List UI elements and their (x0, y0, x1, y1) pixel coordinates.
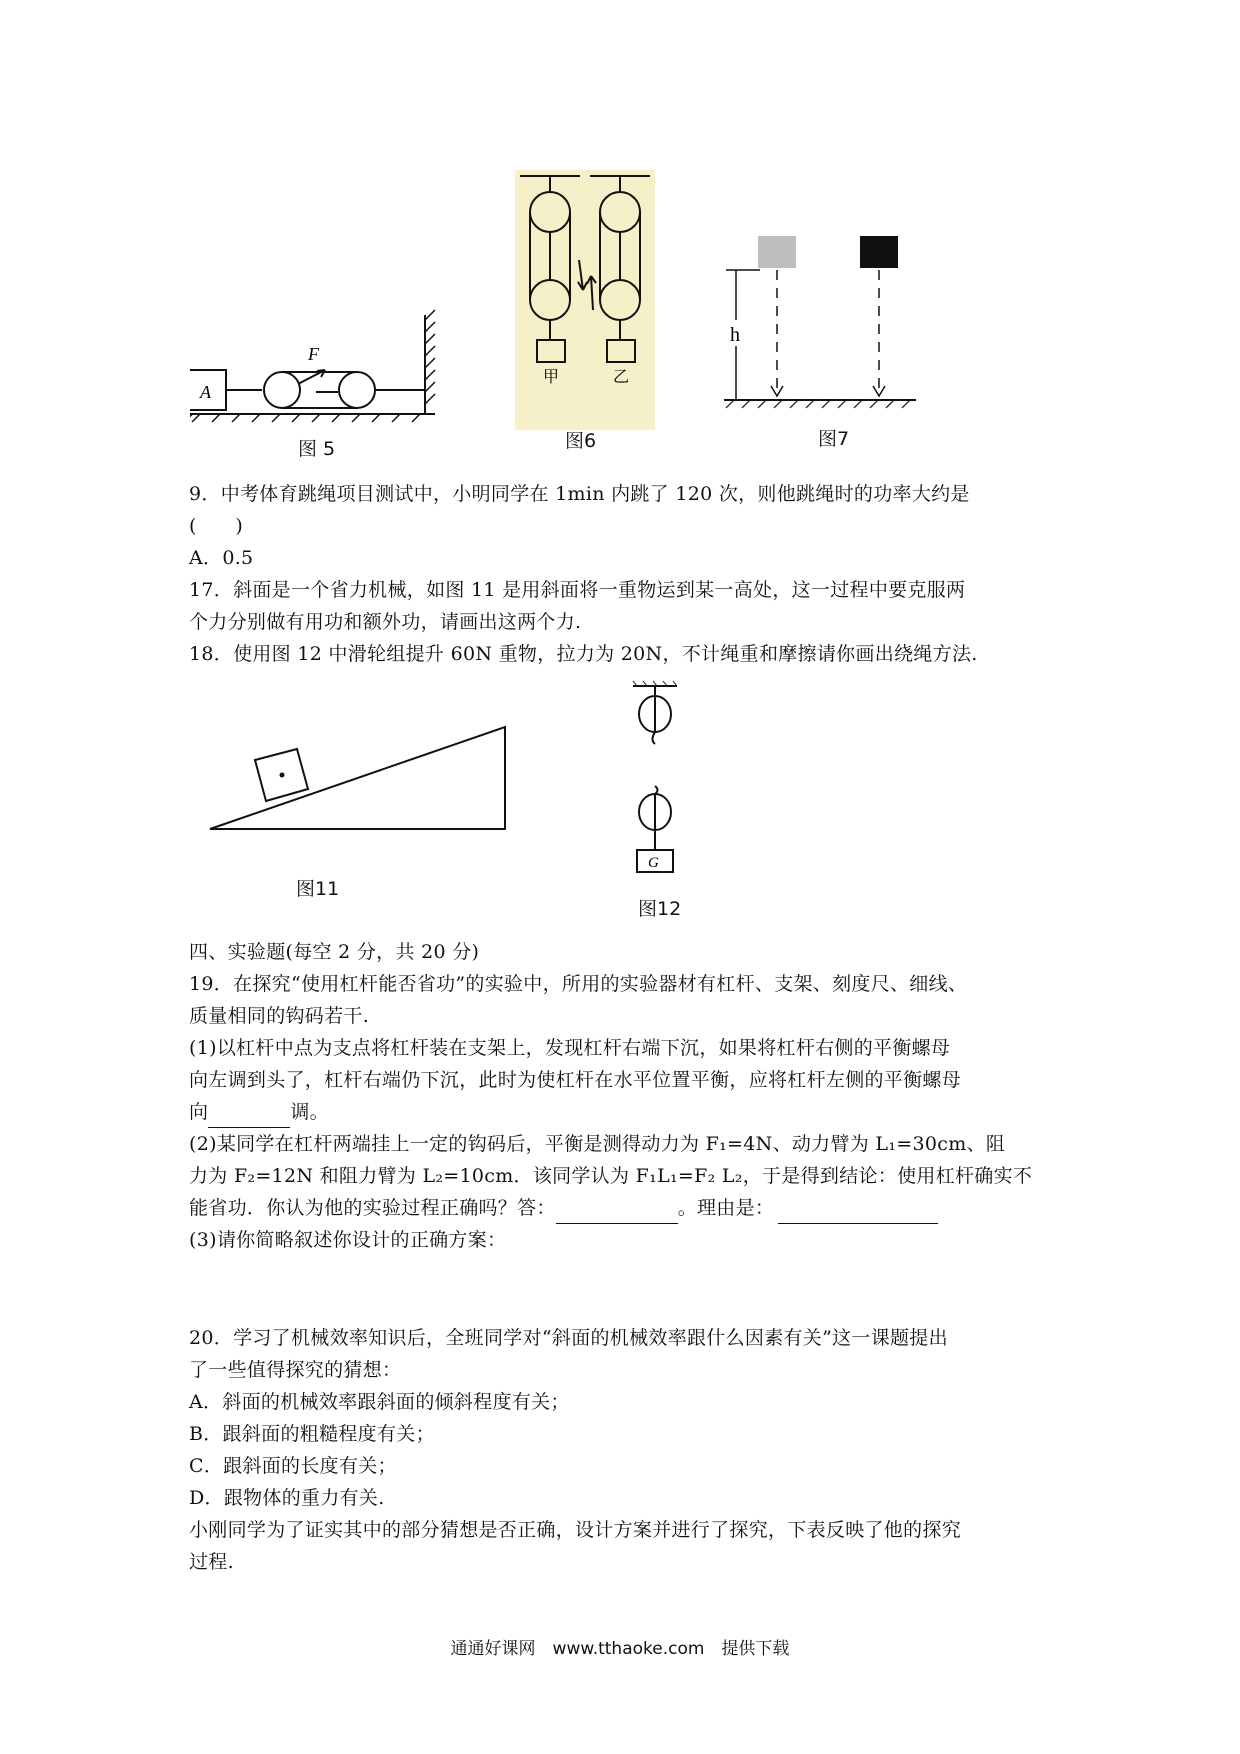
label-yi: 乙 (613, 367, 630, 386)
q9-line1: 9．中考体育跳绳项目测试中，小明同学在 1min 内跳了 120 次，则他跳绳时的功率大约是 (189, 483, 970, 505)
answer-blank-correct[interactable] (556, 1203, 678, 1224)
figure-7 (720, 230, 920, 420)
q19-p1-line2: 向左调到头了，杠杆右端仍下沉，此时为使杠杆在水平位置平衡，应将杠杆左侧的平衡螺母 (189, 1069, 962, 1091)
q20-line2: 了一些值得探究的猜想： (189, 1359, 402, 1381)
q20-line3: 小刚同学为了证实其中的部分猜想是否正确，设计方案并进行了探究，下表反映了他的探究 (189, 1519, 962, 1541)
block-a-label: A (200, 382, 211, 402)
q19-line2: 质量相同的钩码若干. (189, 1005, 370, 1027)
q19-p2-line3-mid: 。理由是： (677, 1197, 775, 1219)
section-4-heading: 四、实验题(每空 2 分，共 20 分) (189, 941, 480, 963)
q17-line2: 个力分别做有用功和额外功，请画出这两个力. (189, 611, 582, 633)
q19-p2-line2: 力为 F₂=12N 和阻力臂为 L₂=10cm．该同学认为 F₁L₁=F₂ L₂，于是得到结论：使用杠杆确实不 (189, 1165, 1033, 1187)
q19-p2-line1: (2)某同学在杠杆两端挂上一定的钩码后，平衡是测得动力为 F₁=4N、动力臂为 L₁=30cm、阻 (189, 1133, 1006, 1155)
page-footer: 通通好课网 www.tthaoke.com 提供下载 (450, 1639, 790, 1659)
q20-option-d: D．跟物体的重力有关. (189, 1487, 385, 1509)
figure-12-caption: 图12 (638, 898, 682, 920)
answer-blank-reason[interactable] (778, 1203, 938, 1224)
q20-option-a: A．斜面的机械效率跟斜面的倾斜程度有关； (189, 1391, 570, 1413)
q19-p3-line1: (3)请你简略叙述你设计的正确方案： (189, 1229, 507, 1251)
q18-line1: 18．使用图 12 中滑轮组提升 60N 重物，拉力为 20N，不计绳重和摩擦请你画出绕绳方法. (189, 643, 978, 665)
label-jia: 甲 (543, 367, 560, 386)
force-f-label: F (308, 344, 319, 364)
q19-p1-line3-suffix: 调。 (290, 1101, 329, 1123)
q19-p1-line3-prefix: 向 (189, 1101, 209, 1123)
q19-line1: 19．在探究“使用杠杆能否省功”的实验中，所用的实验器材有杠杆、支架、刻度尺、细线、 (189, 973, 968, 995)
figure-5 (190, 280, 450, 430)
figure-5-caption: 图 5 (298, 438, 336, 460)
figure-11-caption: 图11 (296, 878, 340, 900)
q19-p2-line3 (189, 1192, 1059, 1224)
q9-line2: ( ) (189, 515, 244, 537)
height-h-label: h (730, 324, 740, 346)
q17-line1: 17．斜面是一个省力机械，如图 11 是用斜面将一重物运到某一高处，这一过程中要克服两 (189, 579, 966, 601)
q9-option-a: A．0.5 (189, 547, 254, 569)
weight-g-label: G (648, 855, 659, 871)
q19-p1-line3 (189, 1096, 1059, 1128)
figure-7-caption: 图7 (818, 428, 850, 450)
q19-p1-line1: (1)以杠杆中点为支点将杠杆装在支架上，发现杠杆右端下沉，如果将杠杆右侧的平衡螺母 (189, 1037, 951, 1059)
q20-line4: 过程. (189, 1551, 234, 1573)
figure-11 (205, 715, 515, 840)
q20-option-b: B．跟斜面的粗糙程度有关； (189, 1423, 435, 1445)
answer-blank-direction[interactable] (208, 1107, 290, 1128)
q20-option-c: C．跟斜面的长度有关； (189, 1455, 397, 1477)
q19-p2-line3-prefix: 能省功．你认为他的实验过程正确吗？答： (189, 1197, 556, 1219)
figure-12 (625, 680, 685, 880)
q20-line1: 20．学习了机械效率知识后，全班同学对“斜面的机械效率跟什么因素有关”这一课题提出 (189, 1327, 948, 1349)
figure-6-caption: 图6 (565, 430, 597, 452)
figure-6 (515, 170, 655, 430)
